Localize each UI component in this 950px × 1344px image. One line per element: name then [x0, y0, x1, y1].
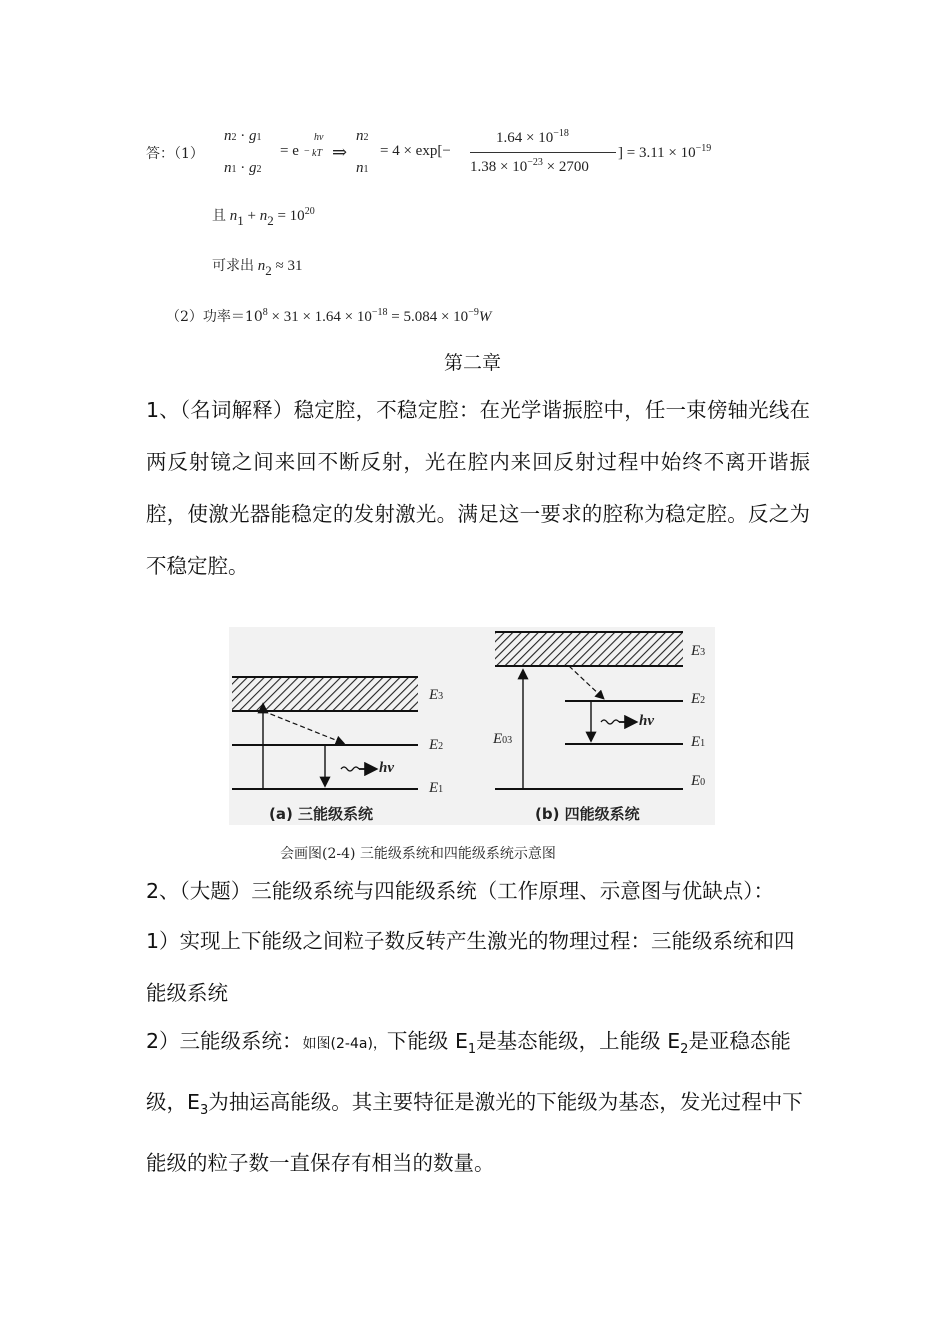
right-e1-label: E1	[691, 734, 706, 750]
right-hv-label: hν	[639, 713, 654, 729]
left-wave-icon	[341, 767, 359, 771]
left-e3-label: E3	[429, 687, 444, 703]
energy-level-figure	[229, 627, 715, 825]
figure-caption: 会画图(2-4) 三能级系统和四能级系统示意图	[280, 846, 556, 862]
left-e3-band	[232, 677, 418, 711]
eq1-equals-e: = e	[280, 143, 299, 159]
eq1-numerator: n2 · g1	[224, 128, 262, 144]
right-e03-label: E03	[493, 731, 513, 747]
left-e1-label: E1	[429, 780, 444, 796]
fraction-numerator: $1.64 \times 10^{-18}$	[496, 128, 569, 146]
fraction-bar	[470, 152, 616, 153]
sum-equation: 且 $n1 + n2 = 10^{20}$	[212, 206, 315, 228]
ratio-numerator: n2	[356, 128, 369, 144]
left-e2-label: E2	[429, 737, 444, 753]
right-e3-label: E3	[691, 643, 706, 659]
right-subfigure-caption: (b) 四能级系统	[535, 805, 640, 823]
q2-paragraph-1: 1）实现上下能级之间粒子数反转产生激光的物理过程：三能级系统和四能级系统	[146, 929, 795, 1005]
rhs-start: = 4 × exp[−	[380, 143, 451, 159]
implies-symbol: ⇒	[332, 142, 348, 162]
power-equation: （2）功率$=10^8 \times 31 \times 1.64 \times 10^{-18} = 5.084 \times 10^{-9}W$	[166, 307, 492, 325]
right-decay-arrow	[569, 666, 603, 698]
right-e3-band	[495, 632, 683, 666]
ratio-denominator: n1	[356, 160, 369, 176]
answer-prefix: 答：（1）	[146, 146, 204, 162]
eq1-exp-numerator: hν	[314, 132, 324, 143]
eq1-exp-denominator: kT	[312, 148, 322, 159]
q2-paragraph-2: 2）三能级系统：如图(2-4a)，下能级 $E_1$是基态能级，上能级 $E_2$是亚稳态能级，$E_3$为抽运高能级。其主要特征是激光的下能级为基态，发光过程中下能级的粒子数一直保存有相当的数量。	[146, 1029, 803, 1175]
q1-paragraph: 1、（名词解释）稳定腔，不稳定腔：在光学谐振腔中，任一束傍轴光线在两反射镜之间来回不断反射，光在腔内来回反射过程中始终不离开谐振腔，使激光器能稳定的发射激光。满足这一要求的腔称为稳定腔。反之为不稳定腔。	[146, 398, 810, 578]
eq1-denominator: n1 · g2	[224, 160, 262, 176]
left-hv-label: hν	[379, 760, 394, 776]
fraction-denominator: $1.38 \times 10^{-23} \times 2700$	[470, 157, 589, 175]
right-wave-icon	[601, 720, 619, 724]
chapter-title: 第二章	[444, 352, 502, 374]
rhs-end: ] = $3.11 \times 10^{-19}$	[618, 143, 712, 161]
right-e0-label: E0	[691, 773, 706, 789]
left-decay-arrow	[263, 711, 343, 743]
eq1-exp-minus: −	[304, 146, 310, 157]
q2-title: 2、（大题）三能级系统与四能级系统（工作原理、示意图与优缺点）：	[146, 879, 775, 903]
solve-n2: 可求出 n2 ≈ 31	[212, 258, 303, 278]
right-e2-label: E2	[691, 691, 706, 707]
left-subfigure-caption: (a) 三能级系统	[269, 805, 374, 823]
